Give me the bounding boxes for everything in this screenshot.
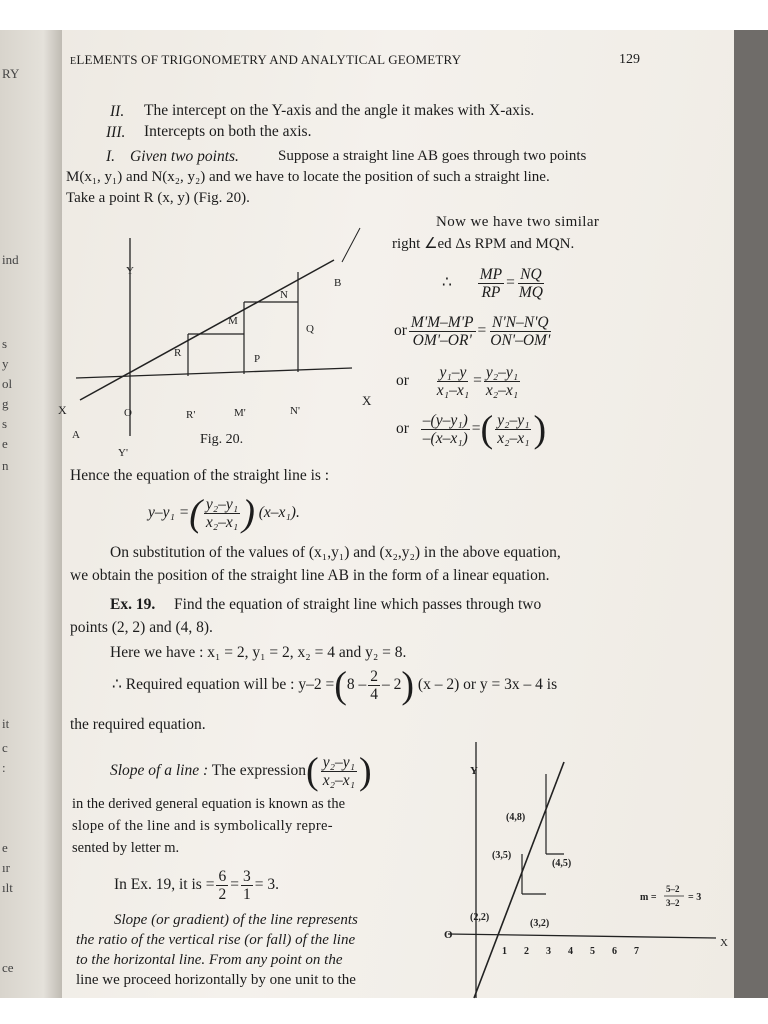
x-tick-labels [502, 946, 639, 957]
fraction: $\frac{\text{y₁–y}}{\text{x₁–x₁}}$ [436, 364, 470, 399]
stray-mark [342, 228, 360, 262]
required-equation: ∴ Required equation will be : y–2 =(8 – $\frac{2}{4}$ – 2) (x – 2) or y = 3x – 4 is [112, 664, 558, 707]
eq3: or $\frac{\text{y₁–y}}{\text{x₁–x₁}}$ = $\frac{\text{y₂–y₁}}{\text{x₂–x₁}}$ [396, 364, 519, 399]
figure-20 [58, 208, 392, 468]
label-o: O [444, 929, 453, 941]
label-n-prime: N' [290, 405, 300, 417]
fraction: $\frac{\text{y₂–y₁}}{\text{x₂–x₁}}$ [485, 364, 519, 399]
case-number: I. [106, 148, 116, 165]
edge-fragment: : [2, 760, 6, 775]
edge-fragment: e [2, 840, 8, 855]
body-text: sented by letter m. [72, 840, 180, 856]
label-x: X [720, 937, 728, 949]
edge-fragment: n [2, 458, 9, 473]
label-n: N [280, 289, 288, 301]
case-text: Take a point R (x, y) (Fig. 20). [66, 190, 250, 206]
label-y-prime: Y' [118, 447, 128, 459]
fraction: $\frac{6}{2}$ [218, 868, 227, 903]
similar-text: Now we have two similar [436, 214, 600, 230]
eq1: ∴ $\frac{MP}{RP}$ = $\frac{NQ}{MQ}$ [442, 266, 543, 301]
edge-fragment: ind [2, 252, 19, 267]
slope-intro: Slope of a line : The expression( $\frac{\text{y₂–y₁}}{\text{x₂–x₁}}$ ) [110, 750, 372, 793]
x-tick-label: 1 [502, 946, 507, 957]
label-r: R [174, 347, 182, 359]
slope-m-den: 3–2 [666, 898, 680, 908]
label-x: X [362, 393, 372, 408]
point-label: (3,5) [492, 850, 512, 861]
gradient-text: Slope (or gradient) of the line represents [114, 912, 358, 928]
fraction: $\frac{M'M-M'P}{OM'-OR'}$ [410, 314, 474, 349]
body-text: On substitution of the values of (x₁,y₁) and (x₂,y₂) in the above equation, [110, 544, 561, 561]
similar-text: right ∠ed Δs RPM and MQN. [392, 236, 575, 252]
hence-text: Hence the equation of the straight line is : [70, 467, 330, 484]
page-shadow [734, 30, 768, 998]
gradient-text: the ratio of the vertical rise (or fall) of the line [76, 932, 356, 948]
body-text: the required equation. [70, 716, 206, 733]
x-tick-label: 4 [568, 946, 573, 957]
label-m: M [228, 315, 238, 327]
figure-caption: Fig. 20. [200, 432, 244, 447]
x-axis [448, 934, 716, 938]
point-label: (4,8) [506, 812, 526, 823]
body-text: slope of the line and is symbolically repre- [72, 818, 333, 834]
edge-fragment: ol [2, 376, 13, 391]
gradient-text: to the horizontal line. From any point on the [76, 952, 343, 968]
point-label: (2,2) [470, 912, 490, 923]
edge-fragment: ce [2, 960, 14, 975]
label-a: A [72, 429, 80, 441]
x-tick-label: 2 [524, 946, 529, 957]
edge-fragment: e [2, 436, 8, 451]
label-y: Y [126, 265, 134, 277]
gradient-text: line we proceed horizontally by one unit to the [76, 972, 356, 988]
point-label: (4,5) [552, 858, 572, 869]
case-text: M(x₁, y₁) and N(x₂, y₂) and we have to locate the position of such a straight line. [66, 169, 550, 185]
edge-fragment: c [2, 740, 8, 755]
example-given: Here we have : x₁ = 2, y₁ = 2, x₂ = 4 and y₂ = 8. [110, 644, 407, 661]
list-number: III. [106, 124, 126, 141]
fraction: $\frac{\text{–(y–y₁)}}{\text{–(x–x₁)}}$ [422, 412, 468, 447]
label-q: Q [306, 323, 314, 335]
fraction: $\frac{\text{y₂–y₁}}{\text{x₂–x₁}}$ [497, 412, 530, 447]
slope-figure [434, 730, 734, 998]
example-text: Find the equation of straight line which passes through two [174, 596, 542, 613]
list-number: II. [110, 103, 125, 120]
x-tick-label: 3 [546, 946, 551, 957]
example-label: Ex. 19. [110, 596, 156, 613]
label-m-prime: M' [234, 407, 246, 419]
x-tick-label: 5 [590, 946, 595, 957]
main-equation: y–y₁ =( $\frac{\text{y₂–y₁}}{\text{x₂–x₁}}$ ) (x–x₁). [148, 492, 300, 535]
edge-fragment: g [2, 396, 9, 411]
example-text: points (2, 2) and (4, 8). [70, 619, 213, 636]
label-b: B [334, 277, 342, 289]
line-ab [80, 260, 334, 400]
fraction: $\frac{\text{y₂–y₁}}{\text{x₂–x₁}}$ [322, 754, 355, 789]
fraction: $\frac{N'N-N'Q}{ON'-OM'}$ [490, 314, 551, 349]
edge-fragment: ır [2, 860, 10, 875]
label-x-left: X [58, 403, 67, 417]
x-tick-label: 6 [612, 946, 617, 957]
fraction: $\frac{3}{1}$ [242, 868, 251, 903]
eq4: or $\frac{\text{–(y–y₁)}}{\text{–(x–x₁)}}$ =( $\frac{\text{y₂–y₁}}{\text{x₂–x₁}}$ ) [396, 408, 547, 451]
case-heading: Given two points. [130, 148, 239, 165]
fraction: $\frac{2}{4}$ [370, 668, 378, 703]
slope-m-num: 5–2 [666, 884, 680, 894]
book-page [58, 30, 734, 998]
case-text: Suppose a straight line AB goes through two points [278, 148, 587, 164]
label-p: P [254, 353, 261, 365]
slope-m-value: = 3 [688, 892, 702, 903]
body-text: in the derived general equation is known as the [72, 796, 346, 812]
eq2: or $\frac{M'M-M'P}{OM'-OR'}$ = $\frac{N'N-N'Q}{ON'-OM'}$ [394, 314, 551, 349]
list-item-text: Intercepts on both the axis. [144, 123, 312, 140]
label-r-prime: R' [186, 409, 196, 421]
previous-page-edge [0, 30, 62, 998]
label-o: O [124, 407, 132, 419]
slope-line [474, 762, 564, 998]
fraction: $\frac{\text{y₂–y₁}}{\text{x₂–x₁}}$ [205, 496, 239, 531]
fraction: $\frac{NQ}{MQ}$ [518, 266, 543, 301]
body-text: we obtain the position of the straight line AB in the form of a linear equation. [70, 567, 550, 584]
slope-example: In Ex. 19, it is = $\frac{6}{2}$ = $\frac{3}{1}$ = 3. [114, 868, 279, 903]
label-y: Y [470, 765, 478, 777]
page-number: 129 [619, 52, 640, 67]
list-item-text: The intercept on the Y-axis and the angle it makes with X-axis. [144, 102, 535, 119]
slope-m-label: m = [640, 892, 657, 903]
edge-fragment: s [2, 336, 8, 351]
edge-fragment: it [2, 716, 10, 731]
x-axis [76, 368, 352, 378]
point-label: (3,2) [530, 918, 550, 929]
edge-fragment: RY [2, 66, 20, 81]
running-head: ELEMENTS OF TRIGONOMETRY AND ANALYTICAL GEOMETRY [70, 52, 462, 67]
edge-fragment: ılt [2, 880, 13, 895]
edge-fragment: y [2, 356, 9, 371]
x-tick-label: 7 [634, 946, 639, 957]
edge-fragment: s [2, 416, 8, 431]
fraction: $\frac{MP}{RP}$ [479, 266, 503, 301]
therefore-symbol: ∴ [442, 274, 452, 292]
